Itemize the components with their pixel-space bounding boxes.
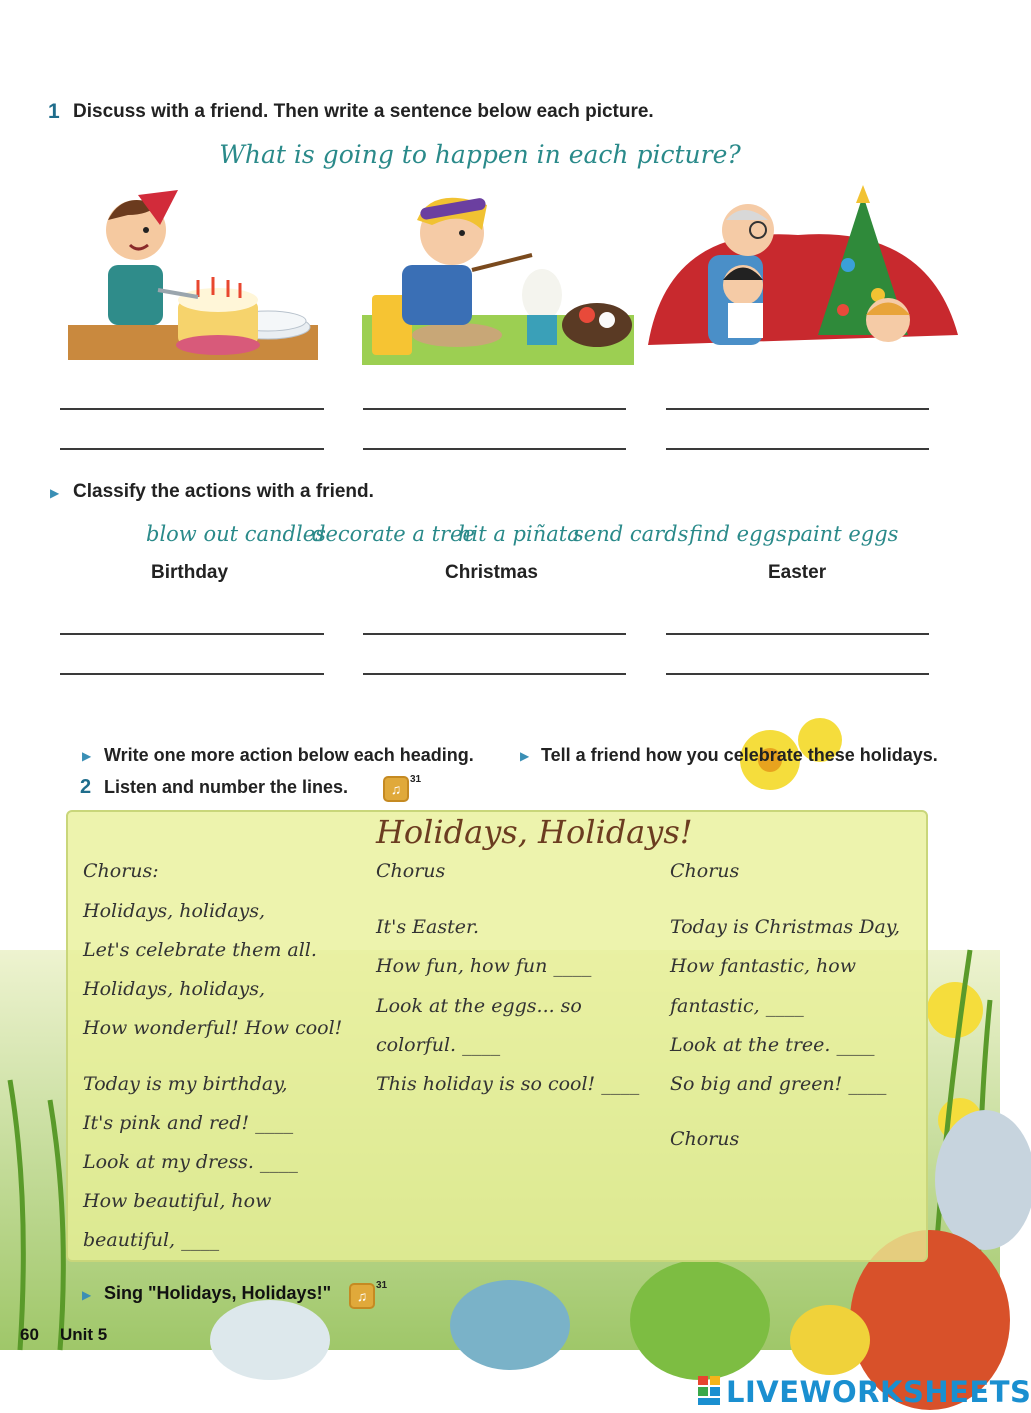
lyric-line: Chorus: [83, 860, 159, 882]
lyric-line[interactable]: This holiday is so cool! ____ [376, 1073, 640, 1095]
lyric-line: Let's celebrate them all. [83, 939, 317, 961]
audio-track-number: 31 [376, 1280, 388, 1291]
song-title: Holidays, Holidays! [376, 813, 693, 851]
lyric-line[interactable]: fantastic, ____ [670, 995, 804, 1017]
page-number: 60 [20, 1325, 39, 1344]
answer-line[interactable] [60, 633, 324, 635]
heading-easter: Easter [768, 562, 827, 583]
heading-christmas: Christmas [445, 562, 538, 583]
exercise-1-instruction: Discuss with a friend. Then write a sentence below each picture. [73, 101, 654, 122]
answer-line[interactable] [363, 448, 626, 450]
lyric-line: How beautiful, how [83, 1190, 272, 1212]
lyric-line[interactable]: How fun, how fun ____ [376, 955, 592, 977]
exercise-1-question: What is going to happen in each picture? [219, 140, 741, 169]
unit-label: Unit 5 [60, 1325, 108, 1344]
answer-line[interactable] [666, 448, 929, 450]
answer-line[interactable] [60, 448, 324, 450]
painting-eggs-picture [362, 185, 634, 375]
lyric-line[interactable]: So big and green! ____ [670, 1073, 887, 1095]
sing-instruction: Sing "Holidays, Holidays!" [104, 1283, 332, 1303]
lyric-line: It's Easter. [376, 916, 480, 938]
action-word: send cards [573, 522, 689, 546]
bullet-triangle-icon: ▶ [50, 486, 60, 500]
lyric-line: Holidays, holidays, [83, 900, 266, 922]
lyric-line: Chorus [670, 1128, 740, 1150]
lyric-line: Chorus [670, 860, 740, 882]
lyric-line: How fantastic, how [670, 955, 856, 977]
exercise-2-number: 2 [80, 776, 92, 798]
bullet-triangle-icon: ▶ [82, 749, 92, 763]
lyric-line: Today is my birthday, [83, 1073, 288, 1095]
audio-icon[interactable]: ♫ [349, 1283, 375, 1309]
bullet-triangle-icon: ▶ [82, 1288, 92, 1302]
answer-line[interactable] [60, 408, 324, 410]
action-word: paint eggs [787, 522, 899, 546]
exercise-1-number: 1 [48, 100, 60, 123]
answer-line[interactable] [666, 408, 929, 410]
answer-line[interactable] [363, 408, 626, 410]
lyric-line: How wonderful! How cool! [83, 1017, 343, 1039]
action-word: blow out candles [146, 522, 326, 546]
lyric-line: Look at the eggs... so [376, 995, 582, 1017]
answer-line[interactable] [60, 673, 324, 675]
answer-line[interactable] [363, 633, 626, 635]
lyric-line: Today is Christmas Day, [670, 916, 901, 938]
answer-line[interactable] [363, 673, 626, 675]
more-action-instruction: Write one more action below each heading. [104, 745, 474, 765]
christmas-tree-picture [648, 185, 958, 375]
liveworksheets-logo-text: LIVEWORKSHEETS [726, 1375, 1031, 1409]
heading-birthday: Birthday [151, 562, 229, 583]
answer-line[interactable] [666, 673, 929, 675]
lyric-line[interactable]: Look at the tree. ____ [670, 1034, 875, 1056]
action-word: decorate a tree [312, 522, 475, 546]
answer-line[interactable] [666, 633, 929, 635]
lyric-line: Chorus [376, 860, 446, 882]
lyric-line[interactable]: It's pink and red! ____ [83, 1112, 294, 1134]
classify-instruction: Classify the actions with a friend. [73, 481, 374, 502]
audio-track-number: 31 [410, 774, 422, 785]
liveworksheets-logo-icon [698, 1376, 722, 1406]
action-word: find eggs [689, 522, 787, 546]
audio-icon[interactable]: ♫ [383, 776, 409, 802]
exercise-2-instruction: Listen and number the lines. [104, 777, 349, 797]
tell-friend-instruction: Tell a friend how you celebrate these holidays. [541, 745, 938, 765]
lyric-line: Holidays, holidays, [83, 978, 266, 1000]
lyric-line[interactable]: Look at my dress. ____ [83, 1151, 298, 1173]
action-word: hit a piñata [458, 522, 580, 546]
birthday-cake-picture [68, 185, 318, 375]
bullet-triangle-icon: ▶ [520, 749, 530, 763]
lyric-line[interactable]: colorful. ____ [376, 1034, 501, 1056]
lyric-line[interactable]: beautiful, ____ [83, 1229, 220, 1251]
